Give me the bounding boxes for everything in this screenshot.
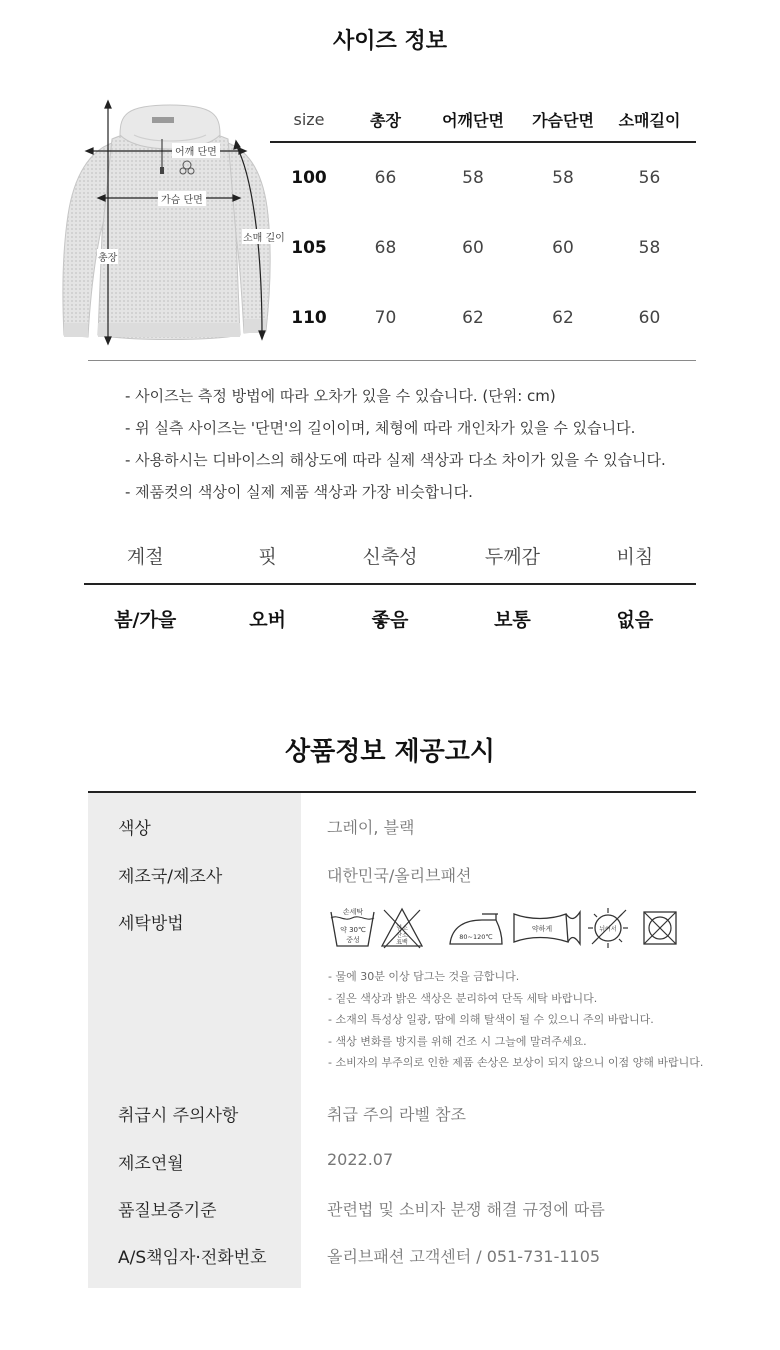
notice-label: 제조국/제조사 (118, 867, 223, 887)
iron-icon (446, 906, 510, 950)
header-cell: 어깨단면 (442, 111, 504, 130)
attribute-value: 봄/가을 (114, 609, 177, 631)
note-item: - 제품컷의 색상이 실제 제품 색상과 가장 비슷합니다. (125, 483, 473, 501)
value-cell: 68 (374, 238, 397, 258)
value-cell: 62 (462, 308, 484, 328)
value-cell: 60 (638, 308, 661, 328)
care-icon-text: 염소 (396, 925, 408, 932)
attribute-value: 없음 (616, 609, 654, 631)
value-cell: 58 (552, 168, 574, 188)
notice-value: 그레이, 블랙 (327, 818, 415, 837)
attribute-header-row (84, 536, 696, 585)
size-cell: 100 (291, 168, 327, 188)
chest-label: 가슴 단면 (158, 191, 206, 206)
value-cell: 58 (462, 168, 484, 188)
attribute-value: 보통 (494, 609, 531, 631)
hand-wash-icon (328, 906, 378, 950)
header-cell: 가슴단면 (532, 111, 594, 130)
no-bleach-icon (378, 906, 446, 950)
attribute-value: 좋음 (371, 609, 409, 631)
length-label: 총장 (97, 249, 118, 264)
header-cell: size (293, 110, 325, 129)
size-cell: 105 (291, 238, 327, 258)
no-tumble-dry-icon (640, 906, 680, 950)
sweater-illustration (63, 105, 270, 340)
attribute-header: 신축성 (362, 546, 418, 568)
size-notes (125, 384, 666, 512)
care-icon-text: 표백 (396, 939, 408, 946)
care-note-item: - 물에 30분 이상 담그는 것을 금합니다. (328, 970, 520, 983)
care-note-item: - 소재의 특성상 일광, 땀에 의해 탈색이 될 수 있으니 주의 바랍니다. (328, 1013, 654, 1026)
care-icon-text: 80~120℃ (459, 933, 493, 941)
note-item: - 사이즈는 측정 방법에 따라 오차가 있을 수 있습니다. (단위: cm) (125, 387, 556, 405)
header-cell: 소매길이 (618, 111, 681, 130)
attribute-value: 오버 (249, 609, 286, 631)
header-cell: 총장 (370, 111, 401, 130)
care-icon-text: 손세탁 (342, 908, 364, 916)
shoulder-label: 어깨 단면 (172, 143, 220, 158)
note-item: - 위 실측 사이즈는 '단면'의 길이이며, 체형에 따라 개인차가 있을 수 있습니다. (125, 419, 636, 437)
notice-label: 세탁방법 (118, 914, 184, 934)
value-cell: 60 (462, 238, 484, 258)
sweater-diagram (50, 95, 290, 350)
attribute-table (84, 536, 696, 655)
table-row (270, 143, 696, 213)
value-cell: 56 (638, 168, 661, 188)
attribute-header: 비침 (616, 546, 654, 568)
care-icon-text: 약하게 (531, 925, 553, 933)
notice-label: 색상 (118, 819, 151, 839)
size-cell: 110 (291, 308, 327, 328)
notice-section-title: 상품정보 제공고시 (285, 737, 495, 767)
size-table-header (270, 98, 696, 143)
care-icon-text: 약 30℃ (340, 926, 366, 934)
care-icons (328, 906, 680, 950)
table-row (270, 213, 696, 283)
value-cell: 60 (552, 238, 574, 258)
value-cell: 70 (374, 308, 397, 328)
care-icon-text: 산소 (396, 932, 408, 939)
table-row (270, 283, 696, 353)
value-cell: 66 (374, 168, 397, 188)
notice-value: 올리브패션 고객센터 / 051-731-1105 (327, 1247, 601, 1266)
note-item: - 사용하시는 디바이스의 해상도에 따라 실제 색상과 다소 차이가 있을 수 있습니다. (125, 451, 666, 469)
size-section-title: 사이즈 정보 (333, 29, 447, 54)
notice-value: 2022.07 (327, 1150, 394, 1169)
no-sun-dry-icon (584, 906, 640, 950)
care-note-item: - 색상 변화를 방지를 위해 건조 시 그늘에 말려주세요. (328, 1034, 587, 1048)
wring-gently-icon (510, 906, 584, 950)
notice-label: A/S책임자·전화번호 (118, 1248, 267, 1268)
care-note-item: - 소비자의 부주의로 인한 제품 손상은 보상이 되지 않으니 이점 양해 바랍니다. (328, 1056, 704, 1069)
size-table (270, 98, 696, 353)
attribute-value-row (84, 585, 696, 655)
care-notes (328, 968, 703, 1076)
care-icon-text: 뉘어서 (599, 926, 617, 933)
notice-label: 취급시 주의사항 (118, 1106, 239, 1126)
value-cell: 62 (552, 308, 574, 328)
attribute-header: 두께감 (484, 546, 540, 568)
notice-value: 대한민국/올리브패션 (327, 866, 472, 885)
notice-label: 제조연월 (118, 1154, 184, 1174)
care-icon-text: 중성 (346, 936, 360, 944)
attribute-header: 핏 (258, 546, 277, 568)
attribute-header: 계절 (126, 546, 164, 568)
sleeve-label: 소매 길이 (242, 229, 286, 244)
notice-value: 관련법 및 소비자 분쟁 해결 규정에 따름 (327, 1200, 605, 1219)
care-note-item: - 짙은 색상과 밝은 색상은 분리하여 단독 세탁 바랍니다. (328, 991, 598, 1005)
value-cell: 58 (638, 238, 661, 258)
notice-label: 품질보증기준 (118, 1201, 217, 1221)
divider (88, 360, 696, 361)
notice-value: 취급 주의 라벨 참조 (327, 1105, 466, 1124)
